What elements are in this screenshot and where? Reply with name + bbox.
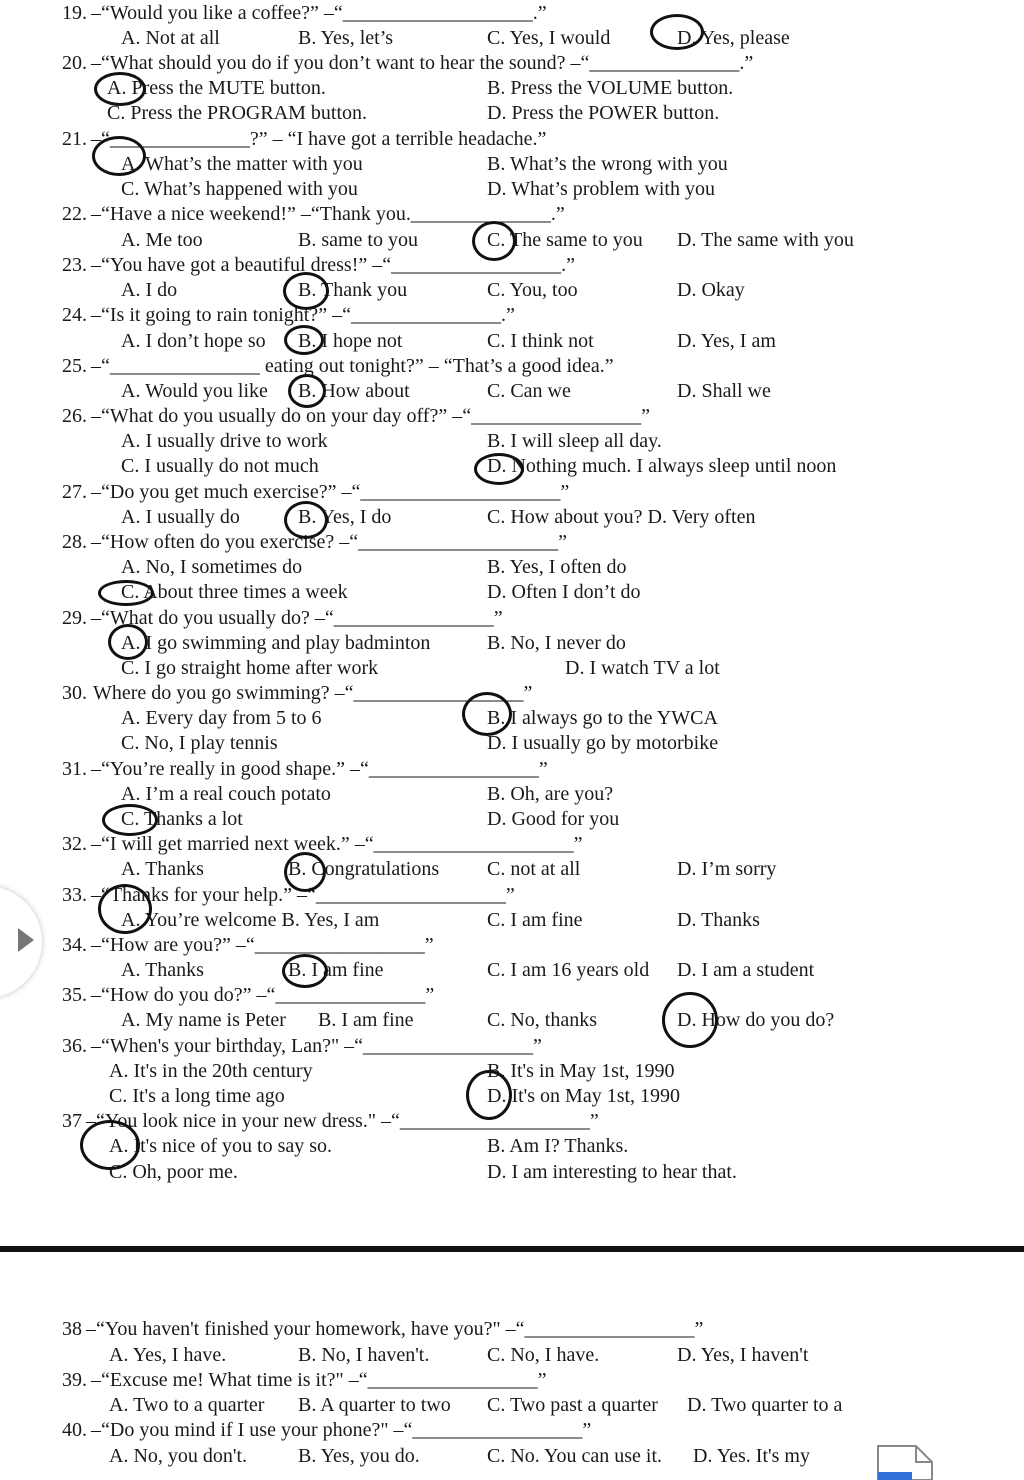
page-divider [0,1246,1024,1252]
text-q31o2-1: D. Good for you [487,808,620,830]
text-q26o2-0: C. I usually do not much [121,455,319,477]
text-q25o-0: A. Would you like [121,380,268,402]
text-q22o-0: A. Me too [121,229,203,251]
text-q21o1-0: A. What’s the matter with you [121,153,363,175]
text-q23o-1: B. Thank you [298,279,408,301]
text-q21-1: –“______________?” – “I have got a terrible headache.” [91,128,547,150]
side-play-tab[interactable] [0,886,42,998]
document-icon[interactable] [876,1440,936,1480]
text-q33o-2: D. Thanks [677,909,760,931]
text-q27-1: –“Do you get much exercise?” –“____________________” [91,481,570,503]
text-q30o2-0: C. No, I play tennis [121,732,278,754]
text-q36-0: 36. [62,1035,87,1057]
text-q26o2-1: D. Nothing much. I always sleep until noon [487,455,837,477]
text-q29o1-1: B. No, I never do [487,632,626,654]
text-q23o-3: D. Okay [677,279,745,301]
text-q20o1-0: A. Press the MUTE button. [107,77,326,99]
text-q20o2-1: D. Press the POWER button. [487,102,720,124]
text-q38-1: –“You haven't finished your homework, have you?" –“_________________” [86,1318,704,1340]
text-q36o1-1: B. It's in May 1st, 1990 [487,1060,675,1082]
text-q35o-2: C. No, thanks [487,1009,597,1031]
text-q21o2-0: C. What’s happened with you [121,178,358,200]
text-q20o1-1: B. Press the VOLUME button. [487,77,734,99]
answer-circle-q19 [650,14,704,50]
text-q33-1: –“Thanks for your help.” –“___________________” [91,884,515,906]
text-q36-1: –“When's your birthday, Lan?" –“_________________” [91,1035,542,1057]
text-q37o2-0: C. Oh, poor me. [109,1161,238,1183]
text-q19o-2: C. Yes, I would [487,27,611,49]
text-q29-1: –“What do you usually do? –“________________” [91,607,503,629]
text-q31o2-0: C. Thanks a lot [121,808,243,830]
text-q36o2-1: D. It's on May 1st, 1990 [487,1085,681,1107]
text-q33-0: 33. [62,884,87,906]
text-q31-1: –“You’re really in good shape.” –“_________________” [91,758,548,780]
text-q35-1: –“How do you do?” –“_______________” [91,984,435,1006]
text-q35o-0: A. My name is Peter [121,1009,286,1031]
text-q24o-3: D. Yes, I am [677,330,776,352]
text-q34o-1: B. I am fine [288,959,384,981]
text-q35-0: 35. [62,984,87,1006]
text-q24o-1: B. I hope not [298,330,403,352]
text-q22o-2: C. The same to you [487,229,643,251]
text-q28o1-1: B. Yes, I often do [487,556,627,578]
text-q38o-0: A. Yes, I have. [109,1344,227,1366]
text-q20o2-0: C. Press the PROGRAM button. [107,102,368,124]
text-q22-1: –“Have a nice weekend!” –“Thank you.______________.” [91,203,565,225]
text-q25o-1: B. How about [298,380,410,402]
text-q27o-1: B. Yes, I do [298,506,392,528]
text-q35o-3: D. How do you do? [677,1009,835,1031]
text-q20-1: –“What should you do if you don’t want to hear the sound? –“_______________.” [91,52,754,74]
text-q36o2-0: C. It's a long time ago [109,1085,285,1107]
text-q29-0: 29. [62,607,87,629]
text-q27o-2: C. How about you? D. Very often [487,506,756,528]
text-q34-1: –“How are you?” –“_________________” [91,934,434,956]
text-q31-0: 31. [62,758,87,780]
answer-circle-q22 [472,221,516,261]
text-q23o-2: C. You, too [487,279,578,301]
answer-circle-q27 [284,501,328,539]
text-q28o1-0: A. No, I sometimes do [121,556,303,578]
answer-circle-q21 [92,136,146,176]
text-q19o-1: B. Yes, let’s [298,27,394,49]
text-q29o1-0: A. I go swimming and play badminton [121,632,431,654]
answer-circle-q26 [474,453,524,485]
text-q39o-2: C. Two past a quarter [487,1394,658,1416]
text-q29o2-1: D. I watch TV a lot [565,657,720,679]
text-q40o-3: D. Yes. It's my [693,1445,810,1467]
answer-circle-q36 [466,1070,512,1120]
text-q29o2-0: C. I go straight home after work [121,657,379,679]
text-q24-1: –“Is it going to rain tonight?” –“_______________.” [91,304,515,326]
text-q32-1: –“I will get married next week.” –“____________________” [91,833,583,855]
text-q28-0: 28. [62,531,87,553]
text-q22o-3: D. The same with you [677,229,854,251]
text-q32o-3: D. I’m sorry [677,858,777,880]
text-q30o2-1: D. I usually go by motorbike [487,732,719,754]
text-q40o-2: C. No. You can use it. [487,1445,663,1467]
text-q33o-0: A. You’re welcome B. Yes, I am [121,909,380,931]
answer-circle-q24 [284,325,324,355]
text-q28o2-0: C. About three times a week [121,581,348,603]
text-q22-0: 22. [62,203,87,225]
text-q40-0: 40. [62,1419,87,1441]
answer-circle-q37 [80,1120,140,1170]
text-q37o1-0: A. It's nice of you to say so. [109,1135,333,1157]
text-q30-0: 30. [62,682,87,704]
text-q20-0: 20. [62,52,87,74]
text-q37o2-1: D. I am interesting to hear that. [487,1161,737,1183]
answer-circle-q31 [102,804,158,836]
text-q38o-2: C. No, I have. [487,1344,600,1366]
text-q38o-1: B. No, I haven't. [298,1344,430,1366]
text-q26-1: –“What do you usually do on your day off?” –“_________________” [91,405,650,427]
text-q21-0: 21. [62,128,87,150]
text-q30-1: Where do you go swimming? –“_________________” [93,682,533,704]
text-q23-0: 23. [62,254,87,276]
text-q25-1: –“_______________ eating out tonight?” – “That’s a good idea.” [91,355,614,377]
text-q40o-0: A. No, you don't. [109,1445,248,1467]
text-q28o2-1: D. Often I don’t do [487,581,641,603]
text-q39-1: –“Excuse me! What time is it?" –“_________________” [91,1369,547,1391]
text-q26o1-1: B. I will sleep all day. [487,430,662,452]
text-q39o-0: A. Two to a quarter [109,1394,265,1416]
text-q38-0: 38 [62,1318,82,1340]
text-q24o-0: A. I don’t hope so [121,330,266,352]
answer-circle-q33 [98,884,152,934]
text-q32o-1: B. Congratulations [288,858,440,880]
text-q39-0: 39. [62,1369,87,1391]
text-q27-0: 27. [62,481,87,503]
answer-circle-q25 [288,374,326,408]
text-q35o-1: B. I am fine [318,1009,414,1031]
text-q28-1: –“How often do you exercise? –“____________________” [91,531,567,553]
text-q21o1-1: B. What’s the wrong with you [487,153,728,175]
text-q27o-0: A. I usually do [121,506,240,528]
text-q36o1-0: A. It's in the 20th century [109,1060,313,1082]
text-q23-1: –“You have got a beautiful dress!” –“_________________.” [91,254,575,276]
text-q19o-0: A. Not at all [121,27,220,49]
answer-circle-q32 [284,852,326,892]
answer-circle-q34 [282,954,328,988]
answer-circle-q20 [94,72,146,106]
text-q25o-2: C. Can we [487,380,571,402]
answer-circle-q23 [283,272,329,310]
text-q26-0: 26. [62,405,87,427]
text-q19-0: 19. [62,2,87,24]
text-q24-0: 24. [62,304,87,326]
text-q25-0: 25. [62,355,87,377]
answer-circle-q29 [108,624,148,660]
text-q40-1: –“Do you mind if I use your phone?" –“_________________” [91,1419,592,1441]
text-q26o1-0: A. I usually drive to work [121,430,328,452]
text-q33o-1: C. I am fine [487,909,583,931]
text-q23o-0: A. I do [121,279,178,301]
text-q19o-3: D. Yes, please [677,27,790,49]
text-q21o2-1: D. What’s problem with you [487,178,715,200]
text-q34o-0: A. Thanks [121,959,204,981]
text-q22o-1: B. same to you [298,229,418,251]
text-q24o-2: C. I think not [487,330,594,352]
text-q40o-1: B. Yes, you do. [298,1445,420,1467]
text-q32-0: 32. [62,833,87,855]
text-q37-0: 37 [62,1110,82,1132]
text-q31o1-0: A. I’m a real couch potato [121,783,331,805]
answer-circle-q30 [462,692,512,736]
text-q32o-2: C. not at all [487,858,581,880]
text-q30o1-1: B. I always go to the YWCA [487,707,718,729]
answer-circle-q28 [98,580,154,606]
text-q37-1: –“You look nice in your new dress." –“___________________” [86,1110,599,1132]
text-q30o1-0: A. Every day from 5 to 6 [121,707,322,729]
text-q38o-3: D. Yes, I haven't [677,1344,809,1366]
text-q34o-3: D. I am a student [677,959,815,981]
text-q31o1-1: B. Oh, are you? [487,783,614,805]
text-q39o-3: D. Two quarter to a [687,1394,843,1416]
text-q19-1: –“Would you like a coffee?” –“___________________.” [91,2,547,24]
text-q39o-1: B. A quarter to two [298,1394,451,1416]
text-q34-0: 34. [62,934,87,956]
text-q37o1-1: B. Am I? Thanks. [487,1135,629,1157]
answer-circle-q35 [662,992,718,1048]
play-icon [18,928,34,952]
text-q25o-3: D. Shall we [677,380,771,402]
text-q32o-0: A. Thanks [121,858,204,880]
text-q34o-2: C. I am 16 years old [487,959,650,981]
